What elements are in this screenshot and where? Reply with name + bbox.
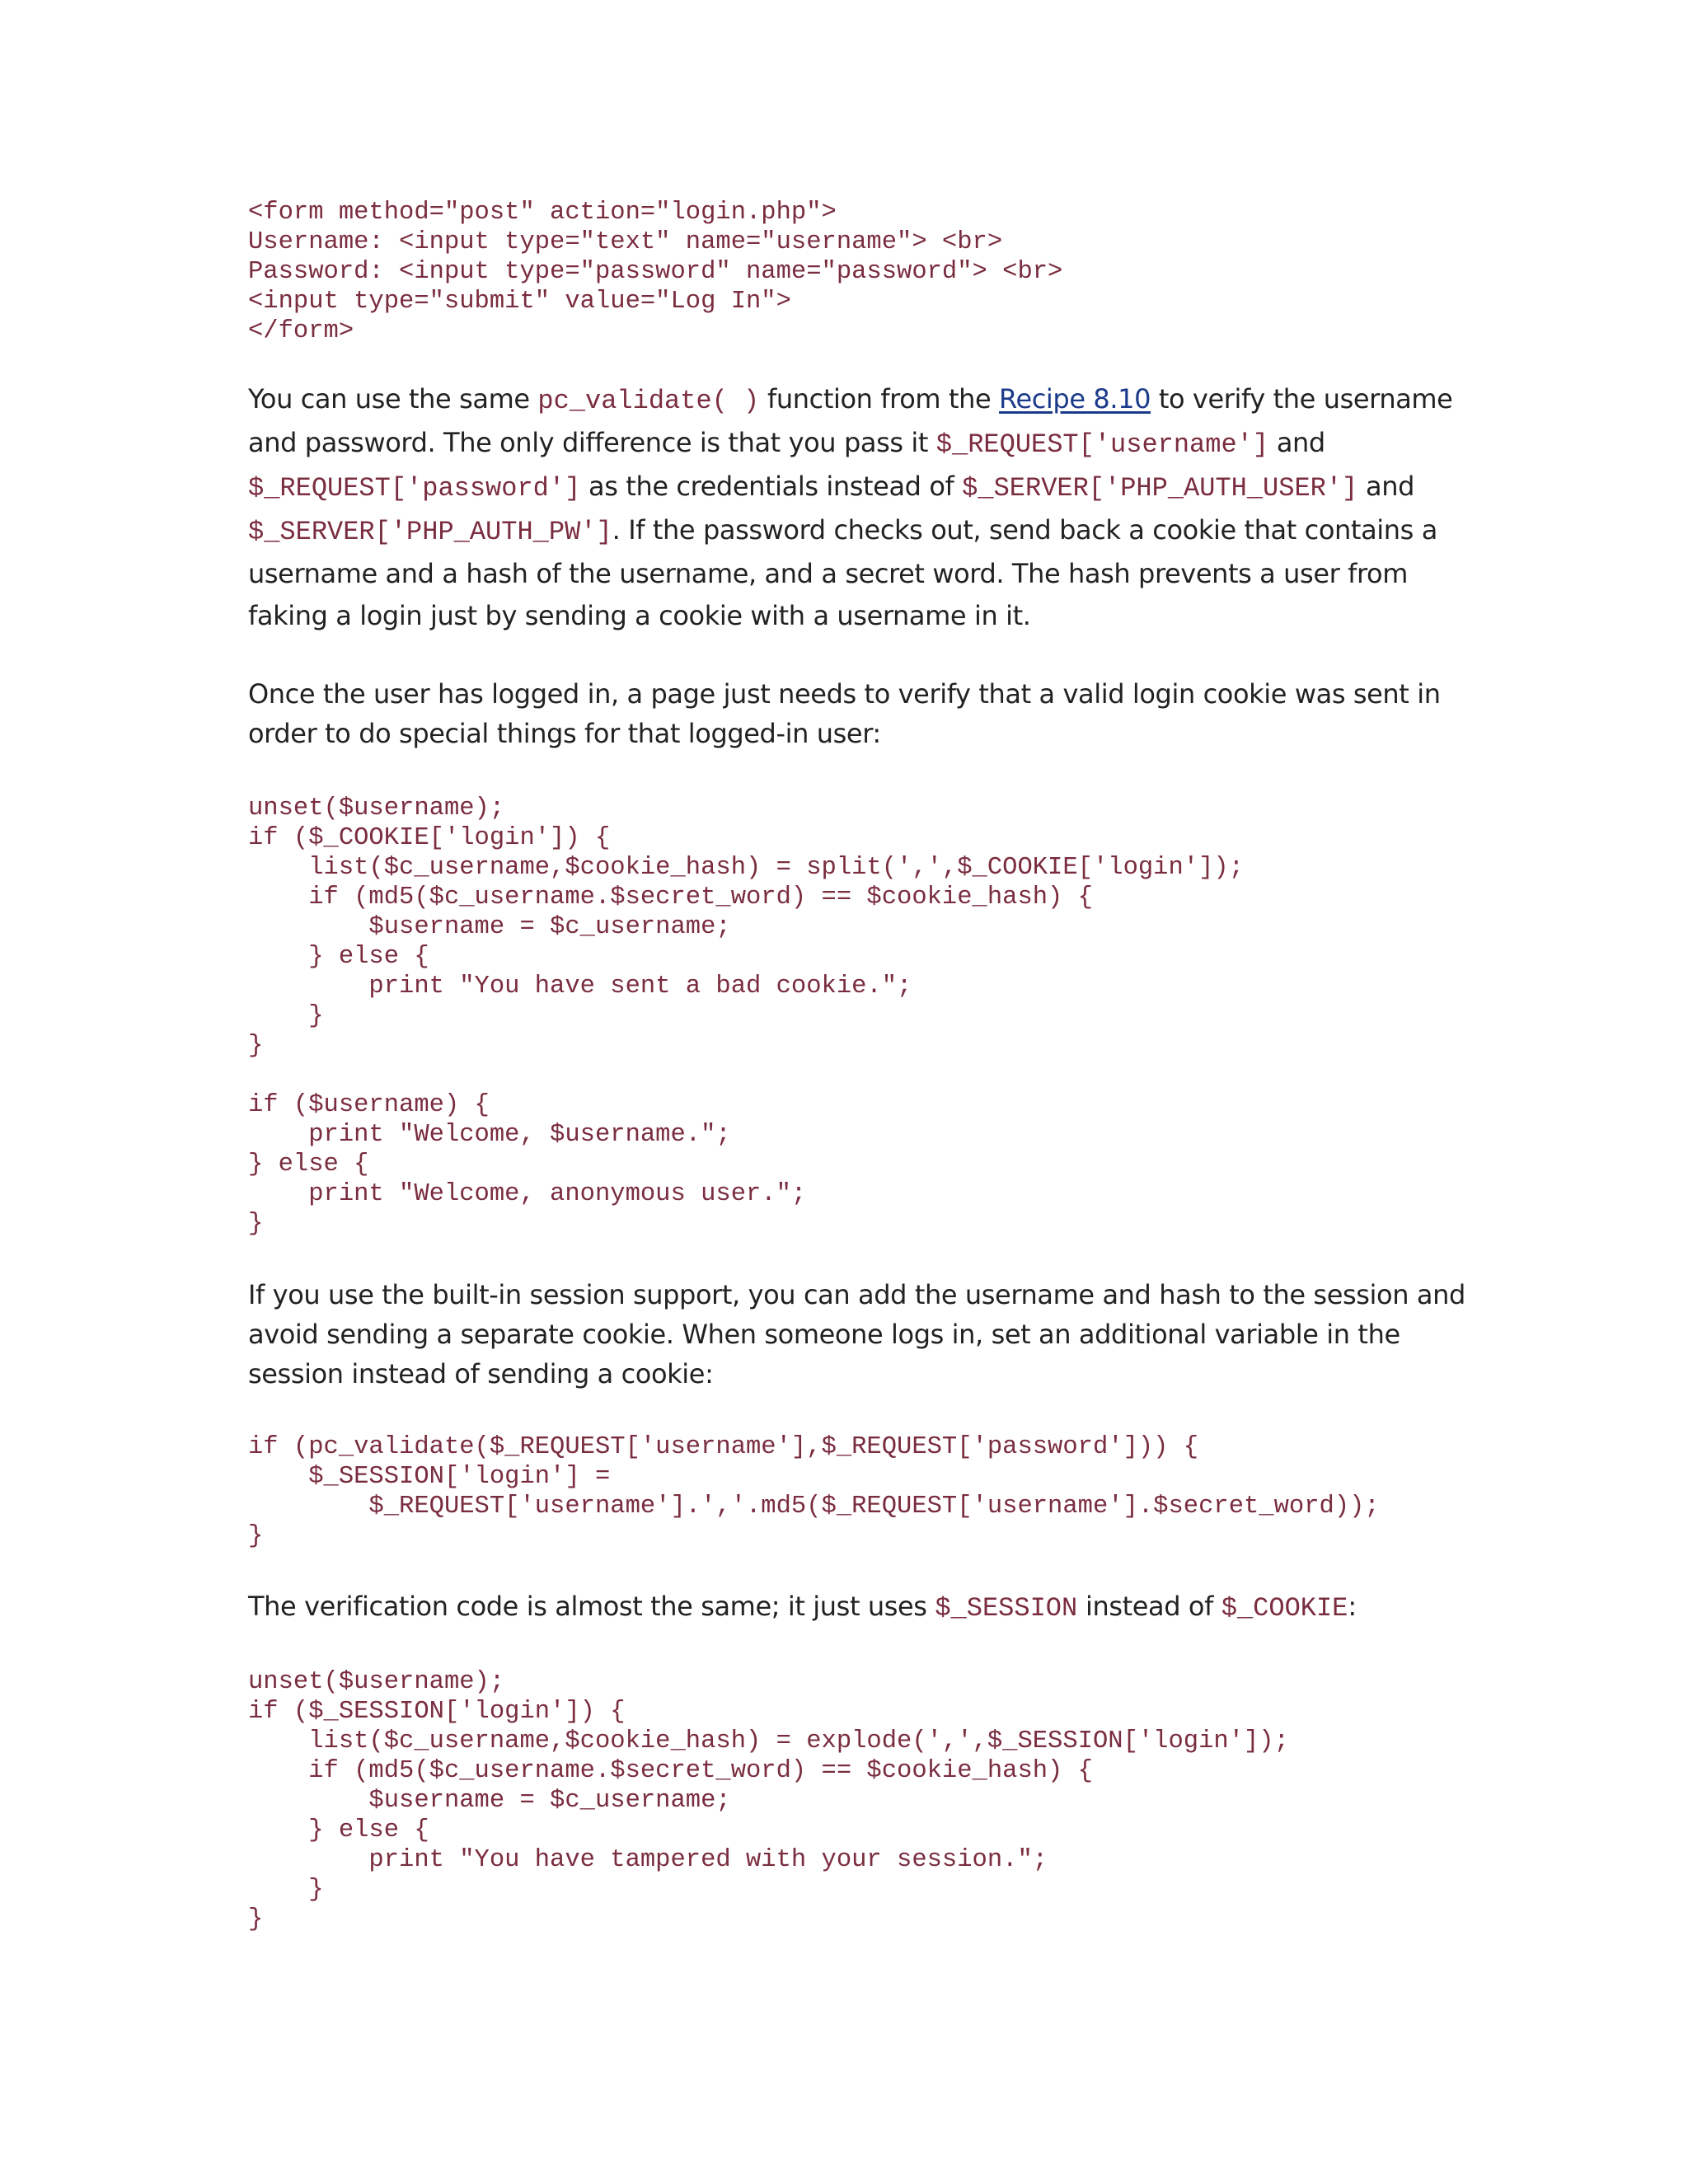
inline-code: $_SESSION — [935, 1593, 1078, 1624]
code-block-session-set: if (pc_validate($_REQUEST['username'],$_REQUEST['password'])) { $_SESSION['login'] = $_REQUEST['username'].','.md5($_REQUEST['username'].$secret_word)); } — [248, 1433, 1380, 1550]
inline-code: $_REQUEST['password'] — [248, 473, 581, 504]
paragraph-verification: The verification code is almost the same; it just uses $_SESSION instead of $_COOKIE: — [248, 1591, 1357, 1624]
document-page — [248, 198, 1465, 1934]
paragraph-session-support: If you use the built-in session support, you can add the username and hash to the session and avoid sending a separate cookie. When someone logs in, set an additional variable in the session instead of sending a cookie: — [248, 1279, 1465, 1390]
inline-code: $_SERVER['PHP_AUTH_PW'] — [248, 517, 612, 547]
recipe-link[interactable]: Recipe 8.10 — [999, 383, 1151, 415]
inline-code: $_SERVER['PHP_AUTH_USER'] — [962, 473, 1358, 504]
inline-code: pc_validate( ) — [537, 386, 760, 416]
code-block-session-check: unset($username); if ($_SESSION['login']) { list($c_username,$cookie_hash) = explode(',',$_SESSION['login']); if (md5($c_username.$secret_word) == $cookie_hash) { $username = $c_username; } else { print "You have tampered with your session."; } } — [248, 1668, 1289, 1933]
inline-code: $_REQUEST['username'] — [935, 429, 1269, 460]
inline-code: $_COOKIE — [1221, 1593, 1348, 1624]
paragraph-logged-in: Once the user has logged in, a page just needs to verify that a valid login cookie was sent in order to do special things for that logged-in user: — [248, 678, 1441, 749]
code-block-cookie-check: unset($username); if ($_COOKIE['login']) { list($c_username,$cookie_hash) = split(',',$_COOKIE['login']); if (md5($c_username.$secret_word) == $cookie_hash) { $username = $c_username; } else { print "You have sent a bad cookie."; } } if ($username) { print "Welcome, $username."; } else { print "Welcome, anonymous user."; } — [248, 794, 1244, 1238]
code-block-login-form: <form method="post" action="login.php"> Username: <input type="text" name="username"> <br> Password: <input type="password" name="password"> <br> <input type="submit" value="Log In"> </form> — [248, 199, 1063, 345]
paragraph-validate: You can use the same pc_validate( ) function from the Recipe 8.10 to verify the username and password. The only difference is that you pass it $_REQUEST['username'] and $_REQUEST['password'] as the credentials instead of $_SERVER['PHP_AUTH_USER'] and $_SERVER['PHP_AUTH_PW']. If the password checks out, send back a cookie that contains a username and a hash of the username, and a secret word. The hash prevents a user from faking a login just by sending a cookie with a username in it. — [248, 383, 1453, 631]
